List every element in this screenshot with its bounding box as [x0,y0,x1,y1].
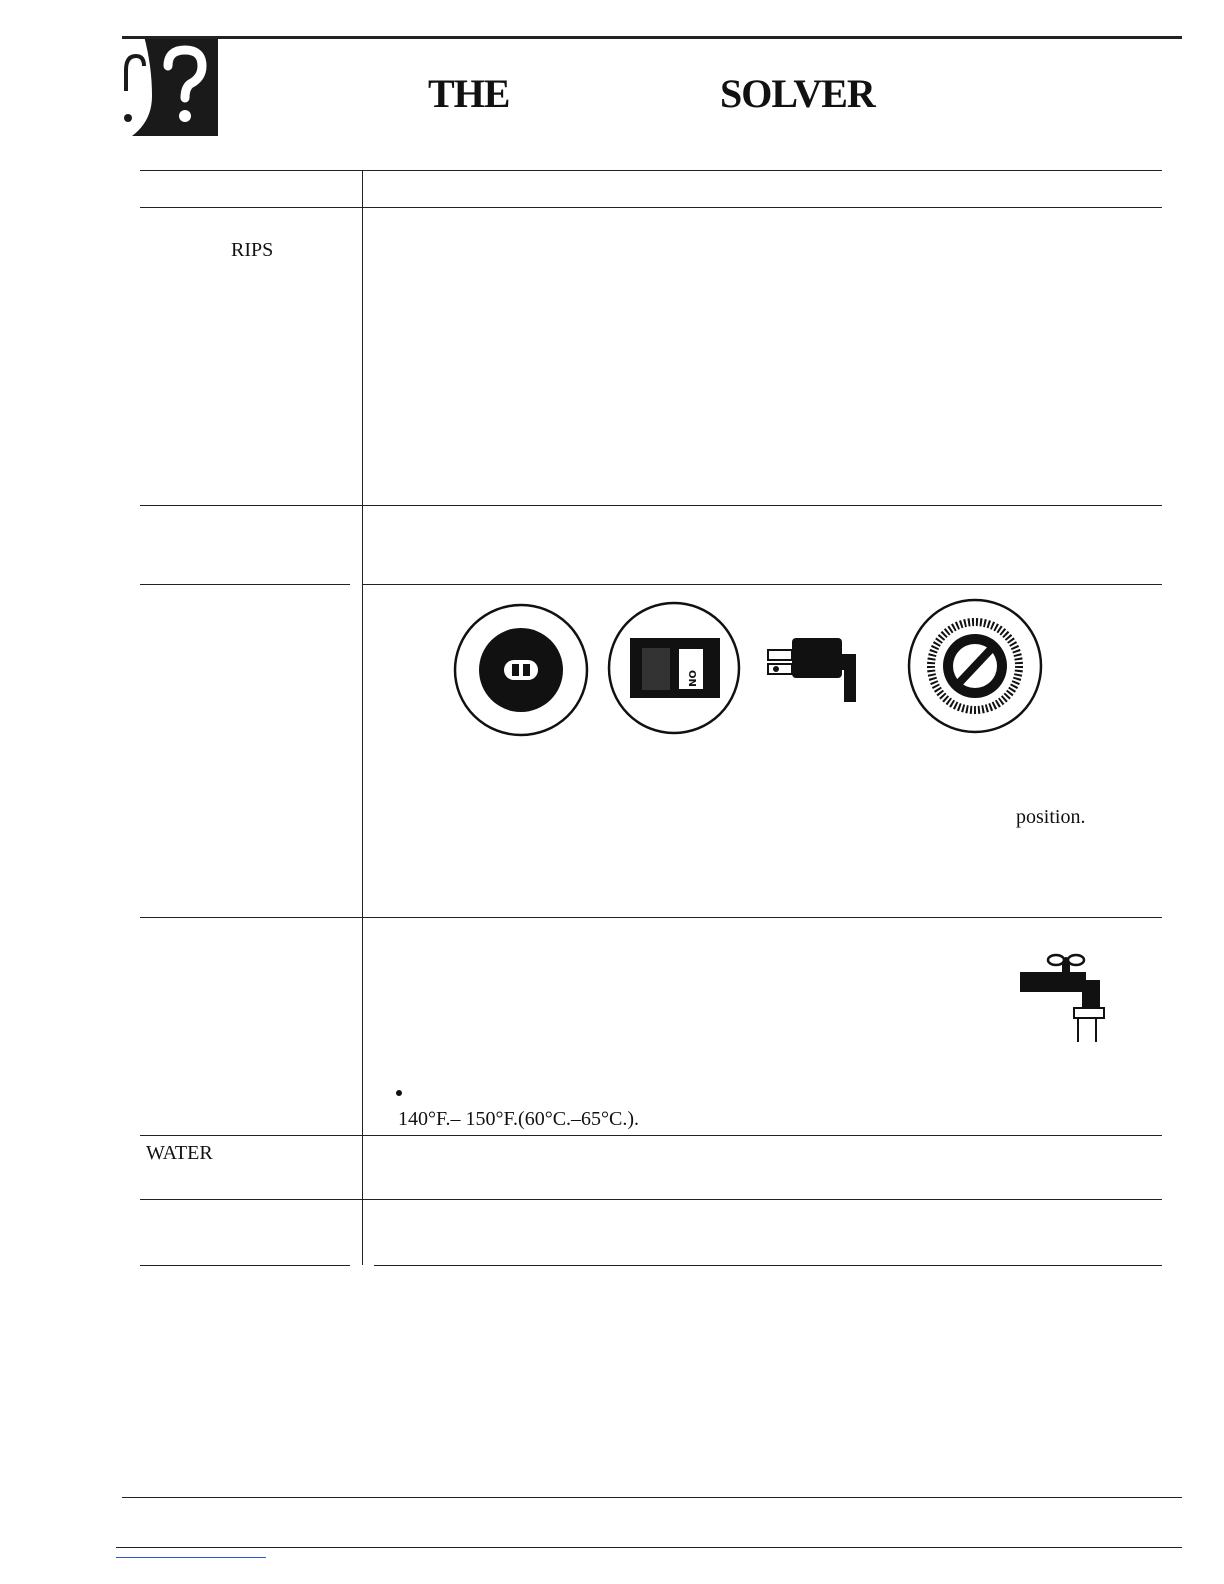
note-position: position. [1016,806,1086,828]
timer-dial-icon [906,598,1044,734]
row-separator-3 [140,917,1162,918]
header-rule [122,36,1182,39]
table-bottom-rule-right [374,1265,1162,1266]
table-top-rule [140,170,1162,171]
table-column-divider [362,170,363,1265]
problem-label-rips: RIPS [231,239,274,261]
row-separator-2-right [362,584,1162,585]
question-mark-logo-icon [122,36,218,136]
bullet-dot [396,1090,402,1096]
footer-rule [122,1497,1182,1498]
water-faucet-icon [1016,950,1112,1046]
table-header-rule [140,207,1162,208]
fuse-icon [452,602,590,738]
problem-label-water: WATER [146,1142,213,1164]
svg-text:ON: ON [686,670,697,687]
title-word-the: THE [428,71,510,116]
footer-link-underline[interactable] [116,1557,266,1558]
row-separator-2-left [140,584,350,585]
note-temperature: 140°F.– 150°F.(60°C.–65°C.). [398,1108,640,1130]
table-bottom-rule-left [140,1265,350,1266]
footer-thin-rule [116,1547,1182,1548]
row-separator-4 [140,1135,1162,1136]
title-word-solver: SOLVER [720,71,875,116]
row-separator-1 [140,505,1162,506]
power-plug-icon [764,632,878,704]
circuit-breaker-icon [606,600,742,736]
row-separator-5 [140,1199,1162,1200]
